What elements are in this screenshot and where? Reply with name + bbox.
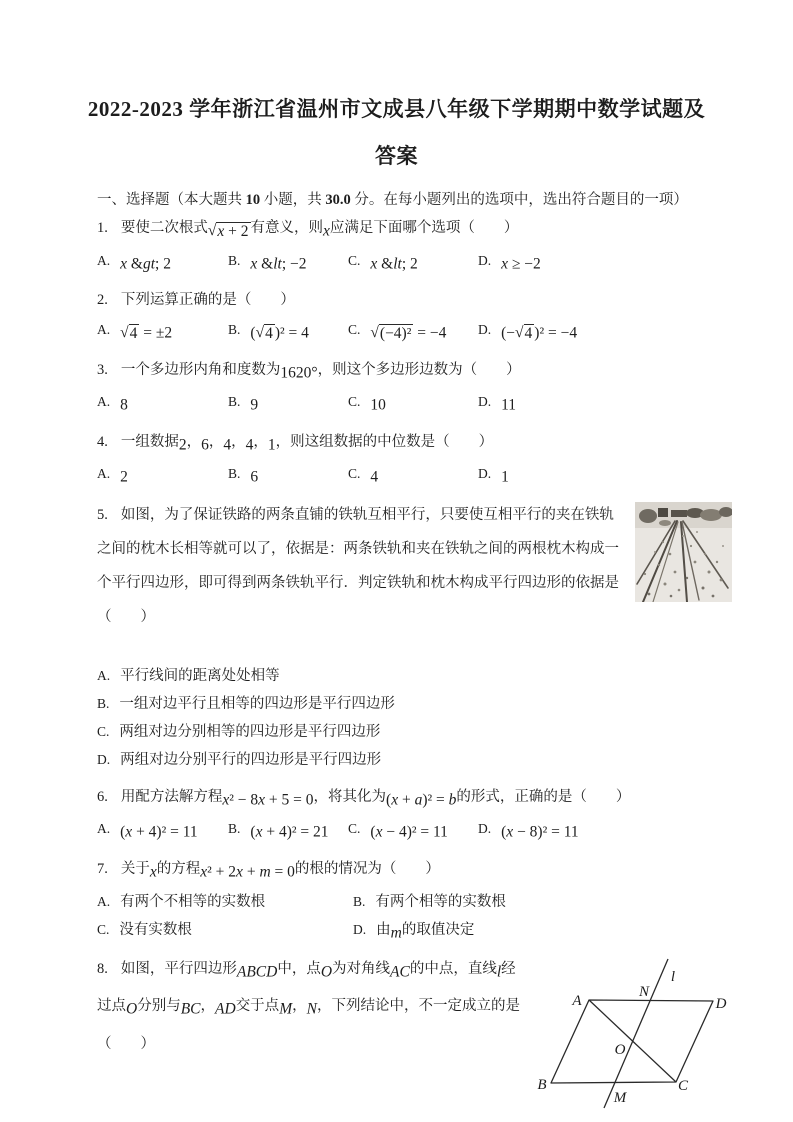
option-label: A. [97, 322, 111, 337]
q2-opt-b-sqrt [256, 325, 275, 342]
q8-stem-text: 中，点 [277, 960, 321, 977]
q8-stem-text: ， [292, 998, 307, 1014]
q8-stem-math: l [496, 963, 502, 980]
q6-stem-text: 用配方法解方程 [120, 788, 223, 805]
question-3 [97, 354, 732, 419]
q8-stem-text: ，下列结论中，不一定成立的是 [316, 998, 520, 1014]
question-number: 5. [97, 506, 108, 523]
label-c: C [677, 1077, 689, 1094]
q8-stem-text: 分别与 [137, 998, 181, 1014]
option-label: C. [97, 723, 110, 739]
q5-stem-text: （ ） [97, 608, 155, 625]
option-label: A. [97, 667, 111, 683]
q2-opt-b-math: )² = 4 [274, 324, 309, 342]
label-d: D [715, 995, 727, 1012]
question-5-option-c [97, 718, 732, 746]
q4-opt-d-math: 1 [501, 468, 509, 486]
q5-opt-d-text: 两组对边分别平行的四边形是平行四边形 [120, 751, 382, 768]
q7-opt-d-text: 由 [376, 922, 391, 938]
q2-opt-a-math: = ±2 [139, 324, 173, 342]
option-label: B. [97, 695, 110, 711]
railway-photo [635, 502, 732, 602]
question-8 [97, 952, 732, 1120]
q6-stem-text: ，将其化为 [313, 788, 387, 805]
q6-opt-b-math: (x + 4)² = 21 [250, 823, 329, 841]
option-label: B. [228, 394, 241, 409]
q2-stem-text: 下列运算正确的是（ ） [120, 292, 295, 308]
question-1-option-b [228, 248, 348, 278]
q8-stem-math: ABCD [236, 963, 278, 980]
question-2-option-a [97, 317, 228, 347]
q1-stem-math: x [323, 222, 330, 240]
q3-stem-text: ，则这个多边形边数为（ ） [317, 361, 521, 378]
q2-opt-a-sqrt [120, 325, 139, 342]
question-3-option-d [478, 389, 732, 419]
q2-opt-d-sqrt [515, 325, 534, 342]
question-1 [97, 212, 732, 277]
q7-opt-a-text: 有两个不相等的实数根 [120, 894, 266, 910]
option-label: D. [353, 922, 367, 937]
option-label: C. [348, 252, 361, 268]
label-n: N [638, 983, 650, 1000]
q8-stem-text: ， [200, 998, 216, 1014]
question-2-option-b [228, 317, 348, 347]
q8-stem-math: AC [390, 963, 410, 980]
question-4-stem [97, 426, 732, 462]
question-number: 7. [97, 860, 108, 877]
question-list [97, 212, 732, 1120]
q7-opt-c-text: 没有实数根 [119, 922, 192, 938]
q2-opt-d-math: )² = −4 [534, 324, 578, 342]
option-label: A. [97, 894, 111, 909]
q4-stem-text: ， [253, 433, 268, 450]
q8-stem-math: O [126, 1000, 138, 1018]
q5-opt-b-text: 一组对边平行且相等的四边形是平行四边形 [119, 695, 395, 712]
section-header-text: 分。在每小题列出的选项中，选出符合题目的一项） [350, 192, 688, 208]
question-5-option-a [97, 662, 732, 690]
label-o: O [614, 1041, 626, 1058]
question-1-option-a [97, 248, 228, 278]
q4-opt-c-math: 4 [370, 468, 379, 486]
option-label: D. [478, 252, 492, 268]
option-label: A. [97, 821, 111, 836]
question-4-options [97, 461, 732, 491]
q5-opt-a-text: 平行线间的距离处处相等 [120, 667, 280, 684]
q8-stem-text: 为对角线 [332, 960, 391, 977]
q4-stem-text: ， [186, 433, 202, 450]
option-label: C. [348, 821, 361, 836]
question-number: 2. [97, 292, 108, 308]
question-1-options [97, 248, 732, 278]
parallelogram-diagram [532, 948, 732, 1120]
q4-stem-text: 一组数据 [120, 433, 179, 450]
question-7-option-c [97, 916, 353, 948]
question-5-option-b [97, 690, 732, 718]
q3-stem-math: 1620° [280, 364, 318, 381]
q1-opt-c-math: x &lt; 2 [370, 255, 418, 272]
radical-sign: √ [255, 323, 265, 341]
question-7-options [97, 888, 732, 948]
q1-opt-d-math: x ≥ −2 [501, 255, 541, 272]
radicand: 4 [129, 324, 138, 342]
section-header [97, 188, 732, 212]
q8-stem-text: 经过点 [97, 960, 516, 1014]
option-label: B. [353, 894, 366, 909]
option-label: C. [97, 922, 110, 937]
q8-stem-text: 交于点 [235, 998, 280, 1014]
railway-photo-image [635, 502, 732, 602]
question-3-option-b [228, 389, 348, 419]
option-label: A. [97, 466, 111, 481]
label-l: l [670, 968, 676, 985]
q6-stem-math: (x + a)² = b [386, 791, 457, 808]
question-3-options [97, 389, 732, 419]
question-4 [97, 426, 732, 491]
label-m: M [613, 1089, 627, 1106]
q7-opt-d-math: m [390, 924, 402, 942]
q1-stem-text: 要使二次根式 [120, 220, 208, 236]
question-number: 3. [97, 361, 108, 378]
q6-opt-a-math: (x + 4)² = 11 [120, 823, 198, 841]
q8-stem-text: 的中点，直线 [409, 960, 497, 977]
q2-opt-d-math: (− [501, 324, 516, 342]
q7-stem-math: x [149, 863, 157, 880]
q4-stem-text: ， [231, 433, 246, 450]
radicand: 4 [524, 324, 533, 342]
option-label: D. [97, 751, 111, 767]
section-header-text: 一、选择题（本大题共 [97, 192, 246, 208]
q1-stem-text: 应满足下面哪个选项（ ） [329, 220, 519, 236]
q7-stem-math: x² + 2x + m = 0 [200, 863, 295, 880]
q6-opt-c-math: (x − 4)² = 11 [370, 823, 448, 841]
option-label: B. [228, 322, 241, 337]
q7-opt-b-text: 有两个相等的实数根 [375, 894, 506, 910]
q7-opt-d-text: 的取值决定 [401, 922, 475, 938]
question-6 [97, 781, 732, 846]
option-label: C. [348, 394, 361, 409]
q6-opt-d-math: (x − 8)² = 11 [501, 823, 579, 841]
q3-opt-b-math: 9 [250, 396, 259, 414]
title-line-1: 2022-2023 学年浙江省温州市文成县八年级下学期期中数学试题及 [87, 97, 706, 121]
question-5 [97, 498, 732, 781]
option-label: A. [97, 252, 111, 268]
q3-opt-c-math: 10 [370, 396, 386, 414]
option-label: D. [478, 821, 492, 836]
q1-stem-text: 有意义，则 [250, 220, 324, 236]
question-4-option-b [228, 461, 348, 491]
question-3-stem [97, 354, 732, 390]
q1-stem-sqrt [208, 223, 251, 240]
question-4-option-d [478, 461, 732, 491]
q4-stem-math: 4 [223, 436, 232, 453]
question-3-option-c [348, 389, 478, 419]
question-2-option-d [478, 317, 732, 347]
q5-stem-text: 如图，为了保证铁路的两条直铺的铁轨互相平行，只要使互相平行的夹在铁轨之间的枕木长相等就可以了，依据是：两条铁轨和夹在铁轨之间的两根枕木构成一个平行四边形，即可得到两条铁轨平行．判定铁轨和枕木构成平行四边形的依据是 [97, 506, 619, 591]
parallelogram-labels [537, 969, 726, 1106]
q4-opt-a-math: 2 [120, 468, 128, 486]
exam-content [0, 188, 793, 1120]
label-a: A [572, 992, 582, 1009]
q1-opt-a-math: x &gt; 2 [120, 255, 171, 272]
section-header-bold: 10 [245, 192, 261, 208]
q8-stem-text: 如图，平行四边形 [120, 960, 237, 977]
question-1-option-c [348, 248, 478, 278]
question-7-option-d [353, 916, 732, 948]
option-label: D. [478, 322, 492, 337]
q4-stem-math: 1 [267, 436, 276, 453]
option-label: C. [348, 466, 361, 481]
question-7-option-a [97, 888, 353, 916]
question-number: 8. [97, 960, 108, 977]
q5-opt-c-text: 两组对边分别相等的四边形是平行四边形 [119, 723, 381, 740]
q8-stem-text: （ ） [97, 1035, 155, 1052]
q8-stem-math: BC [180, 1000, 201, 1018]
q4-stem-math: 2 [178, 436, 187, 453]
q4-opt-b-math: 6 [250, 468, 259, 486]
option-label: B. [228, 821, 241, 836]
question-1-option-d [478, 248, 732, 278]
q2-opt-b-math: ( [250, 324, 256, 342]
line-l [604, 959, 668, 1108]
option-label: D. [478, 394, 492, 409]
q8-stem-math: O [320, 963, 333, 980]
q1-opt-b-math: x &lt; −2 [250, 255, 307, 272]
parallelogram-figure [532, 948, 732, 1120]
question-2-stem [97, 284, 732, 317]
question-4-option-a [97, 461, 228, 491]
question-3-option-a [97, 389, 228, 419]
q3-stem-text: 一个多边形内角和度数为 [120, 361, 281, 378]
question-6-option-c [348, 816, 478, 846]
question-5-option-d [97, 746, 732, 774]
q4-stem-text: ，则这组数据的中位数是（ ） [275, 433, 494, 450]
q3-opt-a-math: 8 [120, 396, 128, 414]
question-7-stem [97, 853, 732, 889]
label-b: B [537, 1076, 547, 1093]
q8-stem-math: M [279, 1000, 293, 1018]
radical-sign: √ [370, 323, 379, 341]
q3-opt-d-math: 11 [501, 396, 517, 414]
question-6-option-a [97, 816, 228, 846]
option-label: A. [97, 394, 111, 409]
section-header-text: 小题，共 [260, 192, 326, 208]
radicand: x + 2 [217, 222, 249, 240]
question-2 [97, 284, 732, 347]
question-6-options [97, 816, 732, 846]
question-6-option-b [228, 816, 348, 846]
radical-sign: √ [515, 323, 524, 341]
option-label: B. [228, 466, 241, 481]
question-number: 4. [97, 433, 108, 450]
q4-stem-math: 6 [201, 436, 209, 453]
radicand: (−4)² [379, 324, 412, 342]
question-2-option-c [348, 317, 478, 347]
option-label: C. [348, 322, 361, 337]
q7-stem-text: 的根的情况为（ ） [294, 860, 440, 877]
parallelogram-lines [551, 959, 713, 1108]
question-2-options [97, 317, 732, 347]
question-7-option-b [353, 888, 732, 916]
q4-stem-text: ， [208, 433, 224, 450]
question-5-options [97, 662, 732, 774]
q7-stem-text: 关于 [120, 860, 150, 877]
question-6-stem [97, 781, 732, 817]
question-6-option-d [478, 816, 732, 846]
radical-sign: √ [120, 323, 129, 341]
title-line-2: 答案 [375, 144, 418, 168]
q4-stem-math: 4 [245, 436, 254, 453]
section-header-bold: 30.0 [325, 192, 351, 208]
question-1-stem [97, 212, 732, 248]
q6-stem-math: x² − 8x + 5 = 0 [222, 791, 314, 808]
exam-title [0, 86, 793, 180]
q7-stem-text: 的方程 [156, 860, 201, 877]
option-label: D. [478, 466, 492, 481]
question-number: 6. [97, 788, 108, 805]
question-4-option-c [348, 461, 478, 491]
question-7 [97, 853, 732, 948]
q2-opt-c-math: = −4 [413, 324, 447, 342]
q8-stem-math: AD [215, 1000, 236, 1018]
q6-stem-text: 的形式，正确的是（ ） [456, 788, 631, 805]
radicand: 4 [265, 324, 273, 342]
option-label: B. [228, 252, 241, 268]
question-number: 1. [97, 220, 108, 236]
q8-stem-math: N [306, 1000, 317, 1018]
q2-opt-c-sqrt [370, 325, 413, 342]
radical-sign: √ [207, 221, 217, 239]
